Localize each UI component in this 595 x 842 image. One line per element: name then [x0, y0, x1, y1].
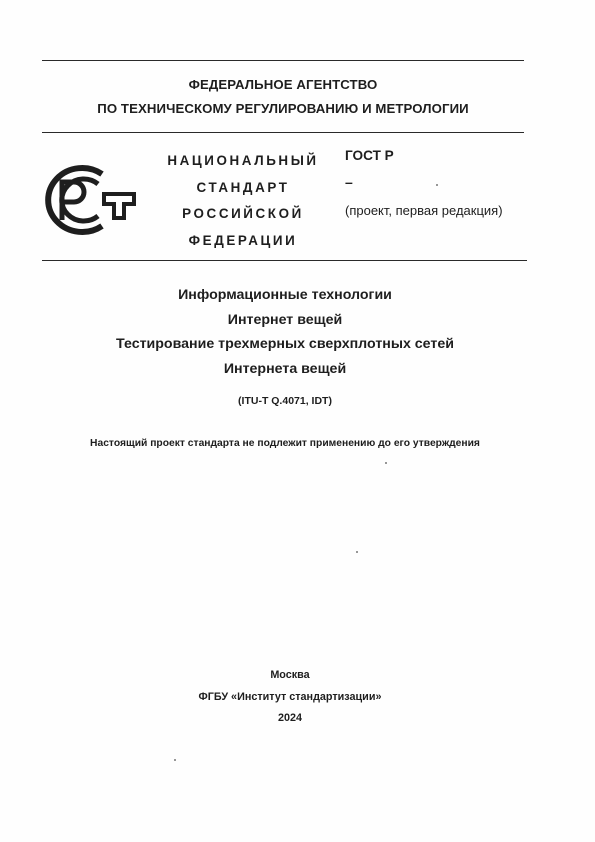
standard-type [150, 148, 336, 254]
standard-type-line-2: СТАНДАРТ [196, 179, 290, 195]
standard-type-line-1: НАЦИОНАЛЬНЫЙ [167, 153, 319, 168]
scan-speck [385, 462, 387, 464]
agency-line-1: ФЕДЕРАЛЬНОЕ АГЕНТСТВО [188, 77, 378, 92]
imprint-city: Москва [270, 669, 310, 681]
rst-logo-icon [40, 160, 138, 240]
scan-speck [174, 759, 176, 761]
scan-speck [356, 551, 358, 553]
document-title [40, 283, 530, 381]
header-rule [42, 132, 524, 133]
scan-speck [436, 184, 438, 186]
imprint-year: 2024 [277, 712, 303, 724]
agency-line-2: ПО ТЕХНИЧЕСКОМУ РЕГУЛИРОВАНИЮ И МЕТРОЛОГИИ [97, 101, 469, 116]
imprint [40, 665, 540, 730]
standard-type-line-4: ФЕДЕРАЦИИ [188, 232, 298, 248]
imprint-publisher: ФГБУ «Институт стандартизации» [198, 690, 382, 703]
draft-notice: Настоящий проект стандарта не подлежит применению до его утверждения [90, 438, 480, 449]
gost-number: – [345, 174, 353, 190]
title-line-1: Информационные технологии [178, 287, 392, 303]
top-rule [42, 60, 524, 61]
reference-standard: (ITU-T Q.4071, IDT) [238, 395, 332, 407]
gost-edition: (проект, первая редакция) [345, 203, 503, 218]
title-rule [42, 260, 527, 261]
standard-type-line-3: РОССИЙСКОЙ [182, 206, 304, 221]
title-line-2: Интернет вещей [227, 311, 343, 328]
title-line-3: Тестирование трехмерных сверхплотных сетей [116, 336, 454, 352]
gost-code: ГОСТ Р [345, 148, 394, 163]
agency-header [42, 73, 524, 121]
title-line-4: Интернета вещей [223, 360, 347, 377]
